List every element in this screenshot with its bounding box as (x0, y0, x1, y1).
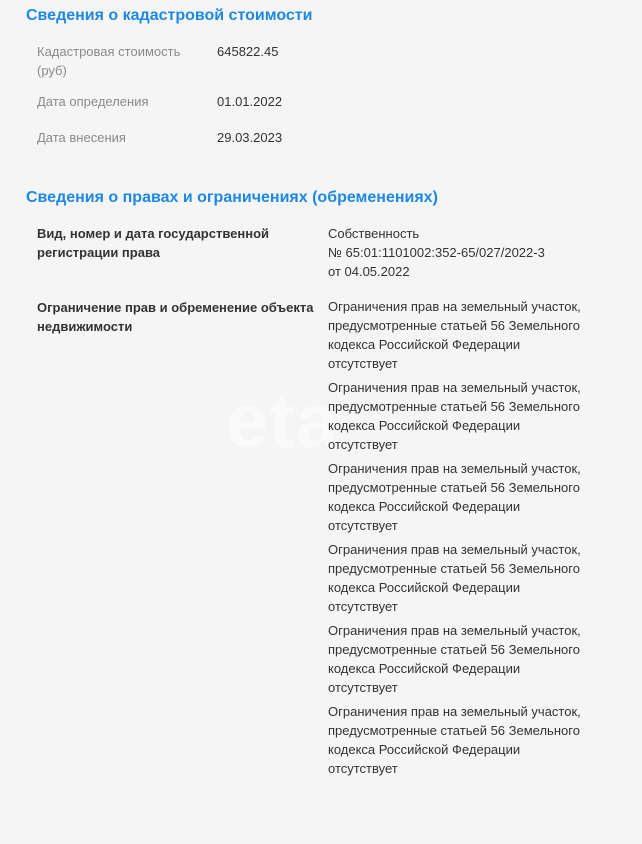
restriction-item (328, 297, 618, 373)
determination-date-value: 01.01.2022 (217, 94, 283, 109)
registration-label-line1: Вид, номер и дата государственной (37, 226, 270, 241)
restriction-text-line: кодекса Российской Федерации (328, 418, 521, 433)
restriction-list (328, 297, 618, 783)
restriction-text-line: предусмотренные статьей 56 Земельного (328, 723, 580, 738)
restriction-text-line: предусмотренные статьей 56 Земельного (328, 480, 580, 495)
restriction-status: отсутствует (328, 518, 398, 533)
restriction-item (328, 378, 618, 454)
restriction-item (328, 540, 618, 616)
restriction-item (328, 702, 618, 778)
restriction-text-line: Ограничения прав на земельный участок, (328, 380, 581, 395)
cadastral-cost-value: 645822.45 (217, 44, 279, 59)
restriction-text-line: кодекса Российской Федерации (328, 499, 521, 514)
rights-section-title: Сведения о правах и ограничениях (обременениях) (26, 189, 438, 206)
restriction-text-line: кодекса Российской Федерации (328, 661, 521, 676)
registration-label-line2: регистрации права (37, 245, 161, 260)
restriction-label (37, 298, 313, 336)
restriction-text-line: кодекса Российской Федерации (328, 742, 521, 757)
entry-date-label: Дата внесения (37, 130, 126, 145)
restriction-label-line1: Ограничение прав и обременение объекта (37, 300, 314, 315)
registration-label (37, 224, 269, 262)
determination-date-label: Дата определения (37, 94, 149, 109)
restriction-text-line: Ограничения прав на земельный участок, (328, 461, 581, 476)
restriction-text-line: предусмотренные статьей 56 Земельного (328, 561, 580, 576)
registration-date: от 04.05.2022 (328, 264, 410, 279)
restriction-text-line: предусмотренные статьей 56 Земельного (328, 642, 580, 657)
restriction-text-line: кодекса Российской Федерации (328, 337, 521, 352)
cadastral-cost-label-line1: Кадастровая стоимость (37, 44, 181, 59)
restriction-item (328, 621, 618, 697)
restriction-text-line: предусмотренные статьей 56 Земельного (328, 318, 580, 333)
entry-date-value: 29.03.2023 (217, 130, 283, 145)
restriction-text-line: Ограничения прав на земельный участок, (328, 623, 581, 638)
restriction-item (328, 459, 618, 535)
restriction-status: отсутствует (328, 599, 398, 614)
restriction-status: отсутствует (328, 356, 398, 371)
restriction-status: отсутствует (328, 437, 398, 452)
cadastral-cost-label (37, 42, 180, 80)
restriction-text-line: кодекса Российской Федерации (328, 580, 521, 595)
cadastral-cost-label-line2: (руб) (37, 63, 67, 78)
registration-type: Собственность (328, 226, 420, 241)
restriction-status: отсутствует (328, 680, 398, 695)
watermark: eta (226, 379, 339, 464)
restriction-text-line: предусмотренные статьей 56 Земельного (328, 399, 580, 414)
restriction-text-line: Ограничения прав на земельный участок, (328, 299, 581, 314)
registration-value (328, 224, 618, 281)
registration-number: № 65:01:1101002:352-65/027/2022-3 (328, 245, 545, 260)
restriction-text-line: Ограничения прав на земельный участок, (328, 704, 581, 719)
cadastral-section-title: Сведения о кадастровой стоимости (26, 7, 313, 24)
restriction-text-line: Ограничения прав на земельный участок, (328, 542, 581, 557)
restriction-status: отсутствует (328, 761, 398, 776)
restriction-label-line2: недвижимости (37, 319, 133, 334)
